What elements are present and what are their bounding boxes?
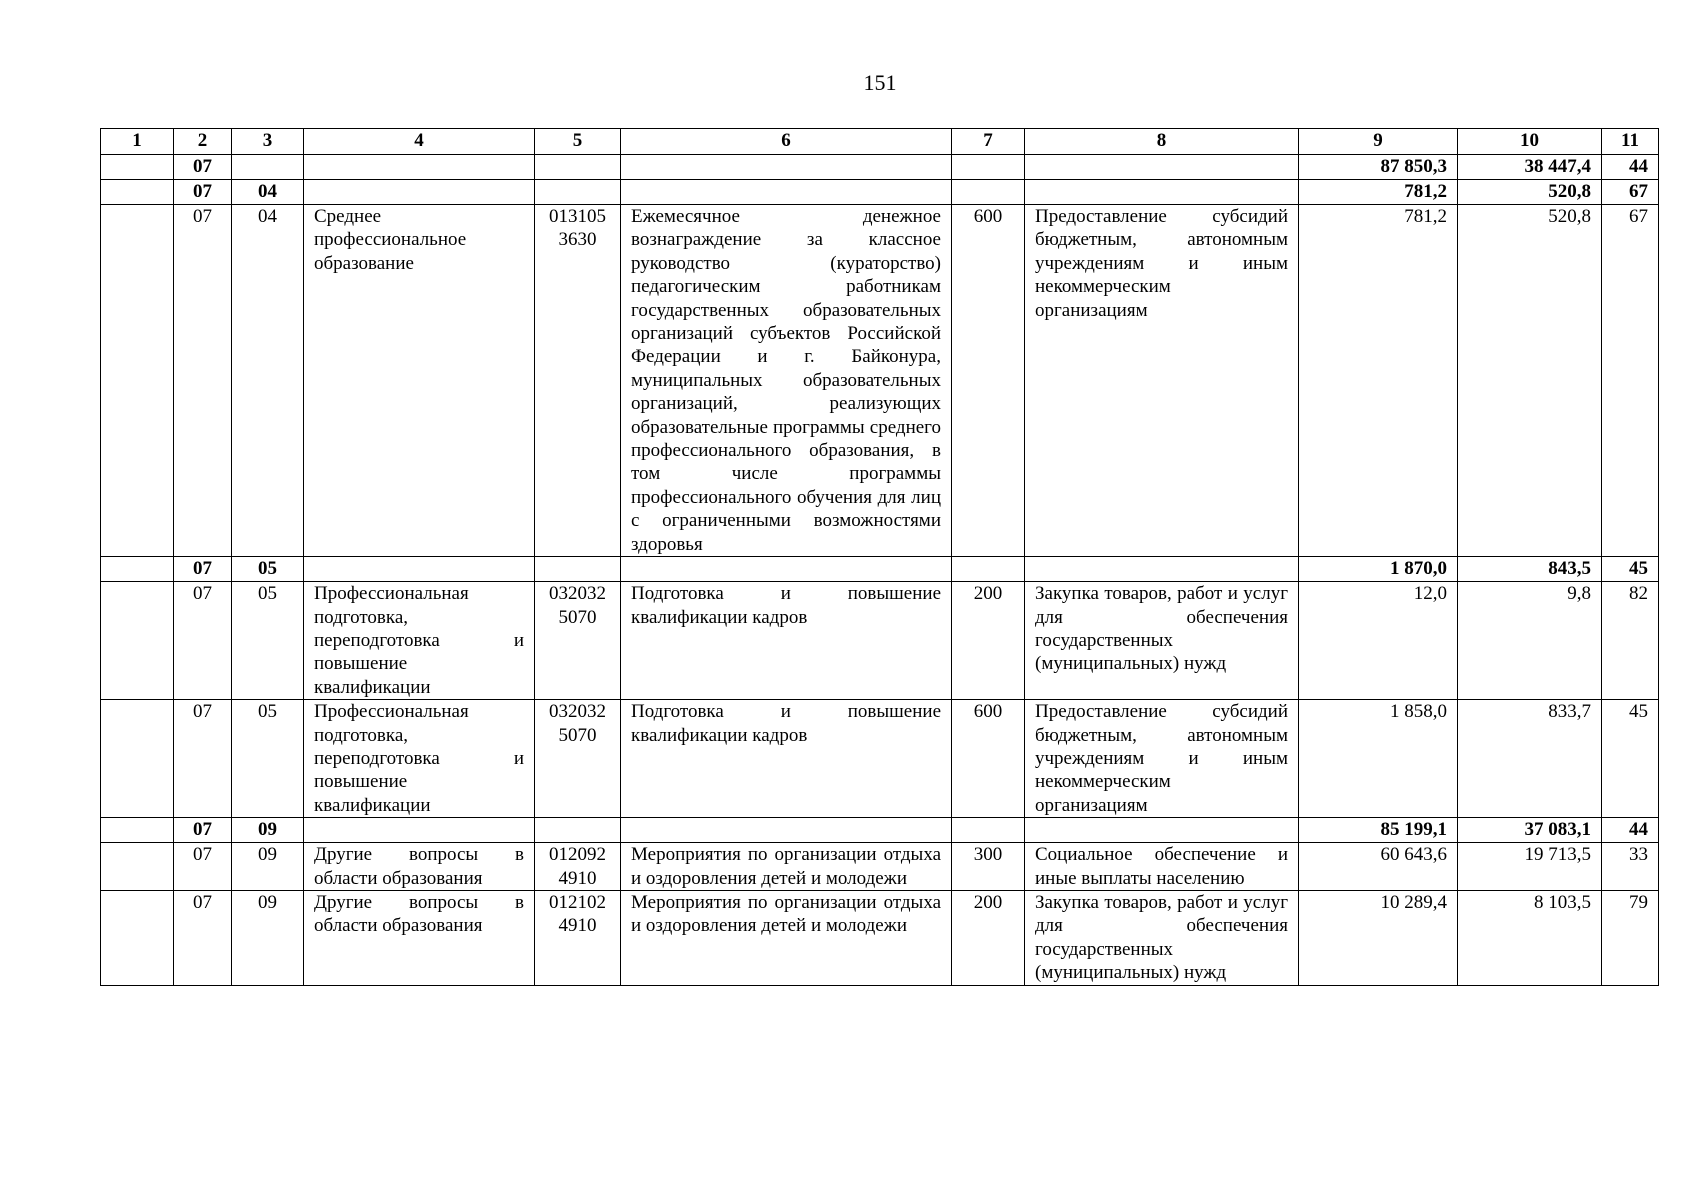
cell-empty [1025, 557, 1299, 582]
cell-empty [535, 818, 621, 843]
subsection-name: Профессиональная подготовка, переподготовка и повышение квалификации [304, 582, 535, 700]
cell-empty [101, 180, 174, 205]
target-article-name: Подготовка и повышение квалификации кадров [621, 582, 952, 700]
cell-empty [304, 818, 535, 843]
expense-type-code: 600 [952, 700, 1025, 818]
section-total-row [101, 155, 1659, 180]
cell-empty [1025, 818, 1299, 843]
subsection-total-row [101, 557, 1659, 582]
planned-amount: 781,2 [1299, 180, 1458, 205]
expense-type-name: Предоставление субсидий бюджетным, автономным учреждениям и иным некоммерческим организациям [1025, 700, 1299, 818]
executed-amount: 833,7 [1458, 700, 1602, 818]
execution-percent: 67 [1602, 180, 1659, 205]
executed-amount: 520,8 [1458, 180, 1602, 205]
cell-empty [101, 205, 174, 557]
section-code: 07 [174, 180, 232, 205]
subsection-code: 09 [232, 890, 304, 985]
section-code: 07 [174, 843, 232, 891]
table-row [101, 700, 1659, 818]
execution-percent: 44 [1602, 155, 1659, 180]
header-row [101, 129, 1659, 155]
cell-empty [1025, 155, 1299, 180]
executed-amount: 8 103,5 [1458, 890, 1602, 985]
expense-type-code: 600 [952, 205, 1025, 557]
subsection-code: 04 [232, 205, 304, 557]
expense-type-name: Закупка товаров, работ и услуг для обеспечения государственных (муниципальных) нужд [1025, 890, 1299, 985]
table-row [101, 582, 1659, 700]
cell-empty [101, 155, 174, 180]
planned-amount: 781,2 [1299, 205, 1458, 557]
planned-amount: 85 199,1 [1299, 818, 1458, 843]
page-number: 151 [863, 70, 897, 95]
subsection-code: 09 [232, 818, 304, 843]
execution-percent: 67 [1602, 205, 1659, 557]
section-code: 07 [174, 700, 232, 818]
execution-percent: 82 [1602, 582, 1659, 700]
expense-type-code: 200 [952, 582, 1025, 700]
expense-type-code: 200 [952, 890, 1025, 985]
subsection-code: 05 [232, 582, 304, 700]
header-cell: 3 [232, 129, 304, 155]
cell-empty [621, 557, 952, 582]
header-cell: 6 [621, 129, 952, 155]
expense-type-name: Предоставление субсидий бюджетным, автономным учреждениям и иным некоммерческим организациям [1025, 205, 1299, 557]
subsection-code: 05 [232, 557, 304, 582]
section-code: 07 [174, 557, 232, 582]
subsection-total-row [101, 180, 1659, 205]
header-cell: 9 [1299, 129, 1458, 155]
subsection-name: Профессиональная подготовка, переподготовка и повышение квалификации [304, 700, 535, 818]
executed-amount: 37 083,1 [1458, 818, 1602, 843]
subsection-code [232, 155, 304, 180]
execution-percent: 33 [1602, 843, 1659, 891]
cell-empty [101, 582, 174, 700]
cell-empty [101, 557, 174, 582]
target-article-code: 012102 4910 [535, 890, 621, 985]
cell-empty [101, 890, 174, 985]
cell-empty [952, 557, 1025, 582]
planned-amount: 60 643,6 [1299, 843, 1458, 891]
header-cell: 7 [952, 129, 1025, 155]
target-article-code: 012092 4910 [535, 843, 621, 891]
section-code: 07 [174, 155, 232, 180]
execution-percent: 45 [1602, 700, 1659, 818]
cell-empty [304, 557, 535, 582]
executed-amount: 843,5 [1458, 557, 1602, 582]
section-code: 07 [174, 890, 232, 985]
executed-amount: 9,8 [1458, 582, 1602, 700]
cell-empty [952, 180, 1025, 205]
cell-empty [621, 155, 952, 180]
cell-empty [621, 818, 952, 843]
cell-empty [101, 700, 174, 818]
target-article-name: Ежемесячное денежное вознаграждение за классное руководство (кураторство) педагогическим работникам государственных образовательных организаций субъектов Российской Федерации и г. Байконура, муниципальных образовательных организаций, реализующих образовательные программы среднего профессионального образования, в том числе программы профессионального обучения для лиц с ограниченными возможностями здоровья [621, 205, 952, 557]
cell-empty [621, 180, 952, 205]
executed-amount: 19 713,5 [1458, 843, 1602, 891]
table-row [101, 843, 1659, 891]
cell-empty [952, 155, 1025, 180]
subsection-name: Другие вопросы в области образования [304, 890, 535, 985]
planned-amount: 10 289,4 [1299, 890, 1458, 985]
planned-amount: 12,0 [1299, 582, 1458, 700]
expense-type-code: 300 [952, 843, 1025, 891]
subsection-code: 04 [232, 180, 304, 205]
section-code: 07 [174, 582, 232, 700]
planned-amount: 1 858,0 [1299, 700, 1458, 818]
header-cell: 8 [1025, 129, 1299, 155]
target-article-code: 032032 5070 [535, 582, 621, 700]
subsection-total-row [101, 818, 1659, 843]
executed-amount: 38 447,4 [1458, 155, 1602, 180]
planned-amount: 87 850,3 [1299, 155, 1458, 180]
expense-type-name: Закупка товаров, работ и услуг для обеспечения государственных (муниципальных) нужд [1025, 582, 1299, 700]
section-code: 07 [174, 818, 232, 843]
planned-amount: 1 870,0 [1299, 557, 1458, 582]
header-cell: 2 [174, 129, 232, 155]
target-article-code: 032032 5070 [535, 700, 621, 818]
subsection-code: 09 [232, 843, 304, 891]
cell-empty [952, 818, 1025, 843]
table-row [101, 205, 1659, 557]
subsection-name: Среднее профессиональное образование [304, 205, 535, 557]
target-article-code: 013105 3630 [535, 205, 621, 557]
cell-empty [304, 155, 535, 180]
header-cell: 5 [535, 129, 621, 155]
table-row [101, 890, 1659, 985]
target-article-name: Подготовка и повышение квалификации кадров [621, 700, 952, 818]
execution-percent: 79 [1602, 890, 1659, 985]
header-cell: 10 [1458, 129, 1602, 155]
cell-empty [101, 818, 174, 843]
execution-percent: 45 [1602, 557, 1659, 582]
subsection-name: Другие вопросы в области образования [304, 843, 535, 891]
cell-empty [535, 155, 621, 180]
executed-amount: 520,8 [1458, 205, 1602, 557]
target-article-name: Мероприятия по организации отдыха и оздоровления детей и молодежи [621, 843, 952, 891]
expense-type-name: Социальное обеспечение и иные выплаты населению [1025, 843, 1299, 891]
header-cell: 11 [1602, 129, 1659, 155]
header-cell: 1 [101, 129, 174, 155]
cell-empty [304, 180, 535, 205]
cell-empty [535, 180, 621, 205]
budget-table [100, 128, 1659, 986]
execution-percent: 44 [1602, 818, 1659, 843]
cell-empty [101, 843, 174, 891]
header-cell: 4 [304, 129, 535, 155]
subsection-code: 05 [232, 700, 304, 818]
target-article-name: Мероприятия по организации отдыха и оздоровления детей и молодежи [621, 890, 952, 985]
cell-empty [535, 557, 621, 582]
section-code: 07 [174, 205, 232, 557]
cell-empty [1025, 180, 1299, 205]
